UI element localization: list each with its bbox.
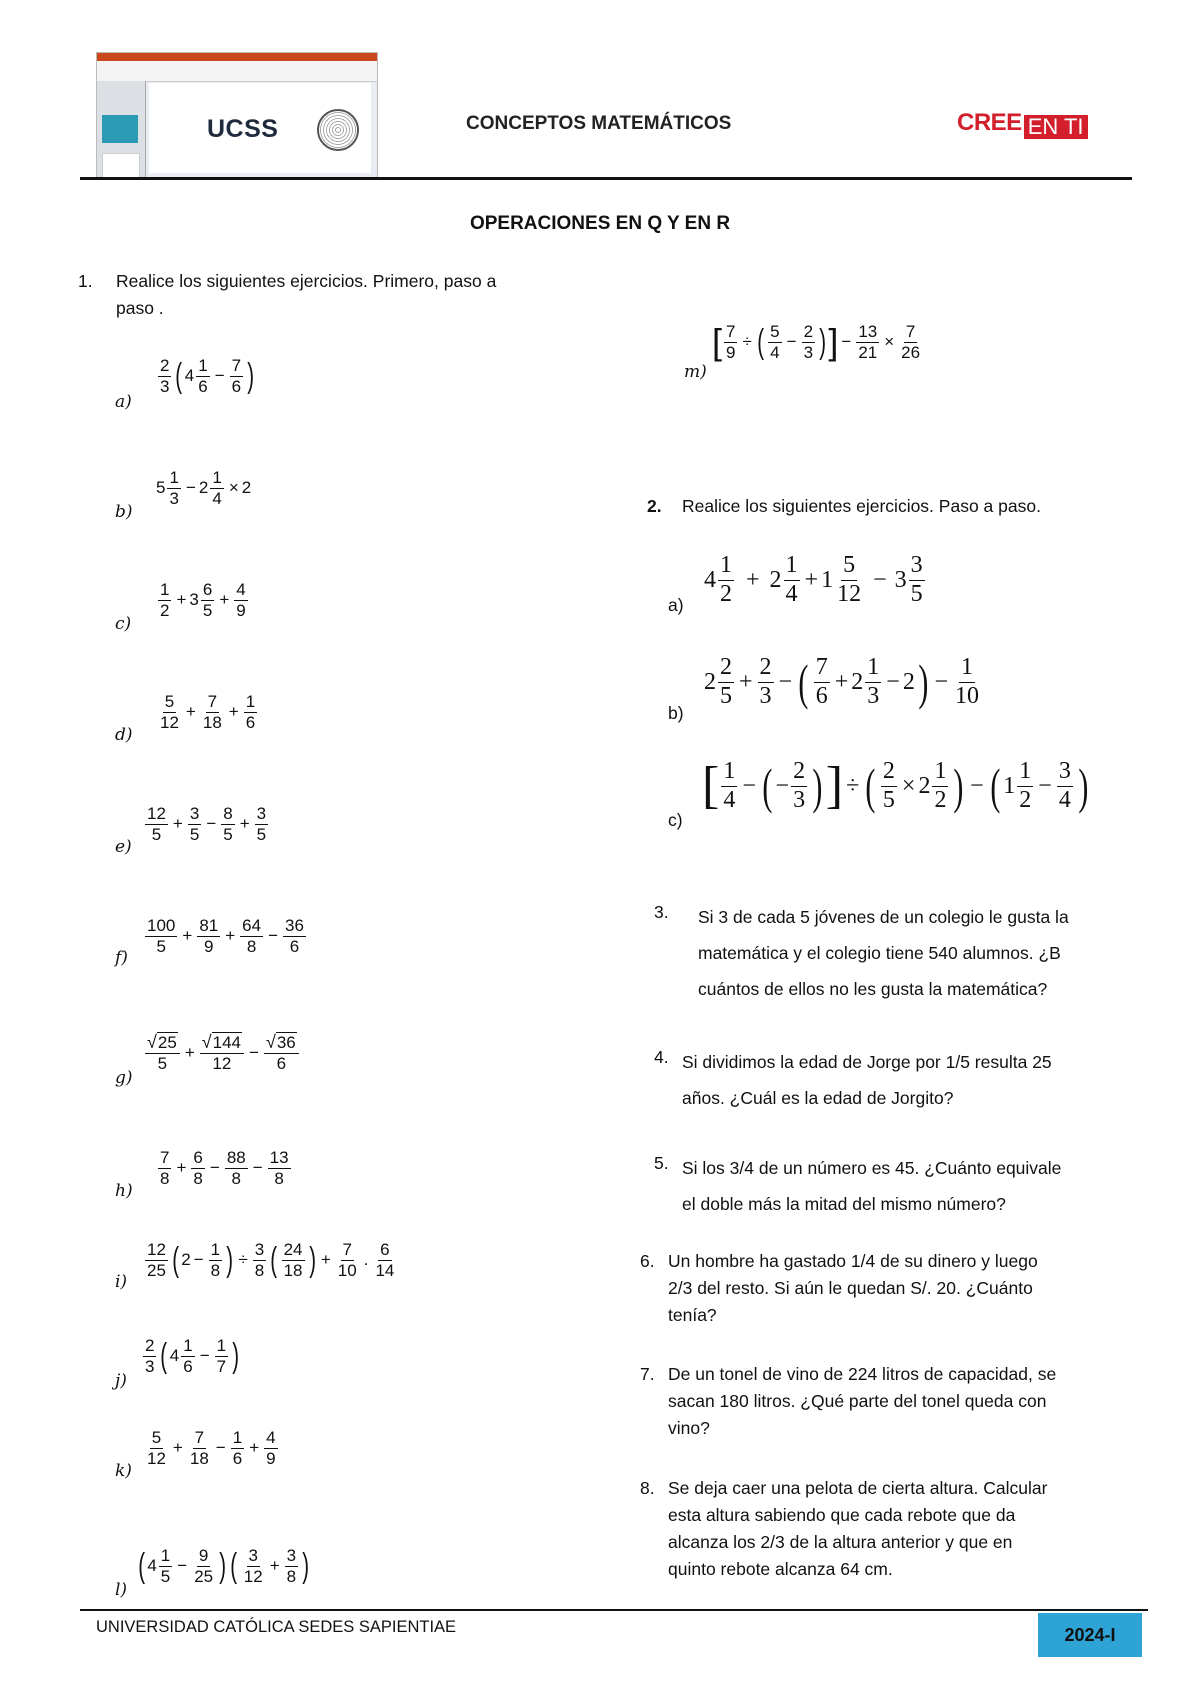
- q5-line1: Si los 3/4 de un número es 45. ¿Cuánto equivale: [682, 1158, 1062, 1178]
- q6-line3: tenía?: [668, 1305, 717, 1325]
- fraction: √ 144 12: [200, 1032, 244, 1073]
- q1-label-b: b): [115, 502, 133, 522]
- exercise-1k: 5 12 + $\frac{7}{18}$ − $\frac{1}{6}$ + $\frac{4}{9}$: [147, 1428, 276, 1468]
- q7-text: [668, 1361, 1056, 1442]
- q1-label-i: i): [115, 1272, 128, 1292]
- fraction: 1 4: [723, 758, 736, 813]
- fraction: $\frac{36}{6}$: [285, 916, 304, 956]
- fraction: 1 2: [934, 758, 947, 813]
- q1-label-e: e): [115, 837, 132, 857]
- fraction: $\frac{6}{8}$: [193, 1148, 203, 1188]
- fraction: $\frac{81}{9}$: [199, 916, 219, 956]
- fraction: $\frac{1}{6}$: [245, 692, 256, 732]
- q1-label-c: c): [115, 614, 132, 634]
- q3-line2: matemática y el colegio tiene 540 alumnos. ¿B: [698, 943, 1061, 963]
- fraction: $\frac{4}{9}$: [236, 580, 246, 620]
- fraction: 1 2: [720, 552, 732, 607]
- exercise-2a: 4 1 2 + 2 1 4 + 1 5 12 − 3 3 5: [704, 552, 923, 607]
- fraction: 1 2: [160, 580, 170, 620]
- fraction: 12 5: [147, 804, 166, 844]
- exercise-1c: 1 2 + 3 6 5 + $\frac{4}{9}$: [160, 580, 246, 620]
- exercise-1d: 5 12 + $\frac{7}{18}$ + $\frac{1}{6}$: [160, 692, 256, 732]
- q1-text-line1: Realice los siguientes ejercicios. Primero, paso a: [116, 271, 497, 291]
- fraction: $\frac{1}{4}$: [212, 468, 222, 508]
- q6-line1: Un hombre ha gastado 1/4 de su dinero y luego: [668, 1251, 1038, 1271]
- fraction: 2 5: [720, 654, 732, 709]
- fraction: $\frac{1}{7}$: [216, 1336, 227, 1376]
- document-title: CONCEPTOS MATEMÁTICOS: [466, 113, 732, 134]
- exercise-1a: 2 3 ( 4 1 6 − $\frac{7}{6}$ ): [160, 356, 255, 396]
- fraction: 1 2: [1019, 758, 1032, 813]
- fraction: $\frac{3}{5}$: [189, 804, 200, 844]
- fraction: 1 3: [867, 654, 880, 709]
- screenshot-slide-panel: [97, 81, 146, 178]
- footer-divider: [80, 1609, 1148, 1611]
- q2-label-c: c): [668, 810, 683, 830]
- q3-text: [698, 899, 1069, 1007]
- footer-university: UNIVERSIDAD CATÓLICA SEDES SAPIENTIAE: [96, 1618, 457, 1636]
- exercise-1f: 100 5 + $\frac{81}{9}$ + $\frac{64}{8}$ − $\frac{36}{6}$: [147, 916, 304, 956]
- q8-line1: Se deja caer una pelota de cierta altura. Calcular: [668, 1478, 1048, 1498]
- q4-text: [682, 1044, 1052, 1116]
- fraction: 6 5: [202, 580, 213, 620]
- en-ti-logo-text: EN TI: [1024, 115, 1088, 139]
- q4-line1: Si dividimos la edad de Jorge por 1/5 resulta 25: [682, 1052, 1052, 1072]
- fraction: 5 12: [160, 692, 179, 732]
- q2-label-b: b): [668, 703, 684, 723]
- fraction: 5 4: [770, 322, 780, 362]
- fraction: 3 5: [910, 552, 923, 607]
- fraction: √ 36 6: [264, 1032, 299, 1073]
- fraction: 12 25: [147, 1240, 166, 1280]
- fraction: $\frac{7}{26}$: [901, 322, 921, 362]
- fraction: 7 6: [815, 654, 828, 709]
- q8-line4: quinto rebote alcanza 64 cm.: [668, 1559, 893, 1579]
- fraction: 1 5: [160, 1546, 171, 1586]
- fraction: 1 6: [183, 1336, 193, 1376]
- university-seal-icon: [317, 109, 359, 151]
- q1-label-j: j): [115, 1371, 127, 1391]
- fraction: $\frac{2}{5}$: [882, 758, 895, 813]
- q7-line2: sacan 180 litros. ¿Qué parte del tonel queda con: [668, 1391, 1047, 1411]
- q6-text: [668, 1248, 1038, 1329]
- q1-label-f: f): [115, 948, 128, 968]
- fraction: $\frac{3}{5}$: [256, 804, 267, 844]
- fraction: $\frac{13}{21}$: [858, 322, 878, 362]
- fraction: $\frac{2}{3}$: [793, 758, 806, 813]
- q1-label-a: a): [115, 392, 132, 412]
- footer-year-badge: 2024-I: [1038, 1613, 1142, 1657]
- fraction: $\frac{4}{9}$: [266, 1428, 276, 1468]
- q1-label-d: d): [115, 725, 133, 745]
- exercise-1h: 7 8 + $\frac{6}{8}$ − $\frac{88}{8}$ − $\frac{13}{8}$: [160, 1148, 289, 1188]
- fraction: $\frac{7}{6}$: [231, 356, 242, 396]
- fraction: $\frac{1}{10}$: [955, 654, 980, 709]
- fraction: 5 12: [837, 552, 862, 607]
- q3-line1: Si 3 de cada 5 jóvenes de un colegio le gusta la: [698, 907, 1069, 927]
- fraction: 2 3: [145, 1336, 155, 1376]
- q5-line2: el doble más la mitad del mismo número?: [682, 1194, 1006, 1214]
- q4-number: 4.: [654, 1047, 669, 1067]
- fraction: $\frac{64}{8}$: [242, 916, 262, 956]
- exercise-1j: 2 3 ( 4 1 6 − $\frac{1}{7}$ ): [145, 1336, 240, 1376]
- q4-line2: años. ¿Cuál es la edad de Jorgito?: [682, 1088, 954, 1108]
- fraction: $\frac{3}{8}$: [286, 1546, 297, 1586]
- exercise-2c: [ 1 4 − ( − $\frac{2}{3}$ ) ] ÷ ( $\frac{2}{5}$ × 2 1 2 ) − ( 1 1 2 − $\frac{3}{4}$ ): [702, 757, 1089, 815]
- fraction: $\frac{9}{25}$: [194, 1546, 214, 1586]
- screenshot-slide: [149, 83, 371, 173]
- cree-en-ti-logo: [957, 109, 1088, 139]
- fraction: 1 4: [785, 552, 798, 607]
- q1-label-g: g): [115, 1068, 133, 1088]
- fraction: 2 3: [160, 356, 170, 396]
- q8-number: 8.: [640, 1478, 655, 1498]
- exercise-1l: ( 4 1 5 − $\frac{9}{25}$ ) ( 3 12 + $\frac{3}{8}$ ): [138, 1546, 310, 1586]
- fraction: $\frac{2}{3}$: [759, 654, 772, 709]
- q3-number: 3.: [654, 902, 669, 922]
- q3-line3: cuántos de ellos no les gusta la matemática?: [698, 979, 1048, 999]
- q2-number: 2.: [647, 496, 662, 516]
- q6-number: 6.: [640, 1251, 655, 1271]
- header-divider: [80, 177, 1132, 180]
- screenshot-thumbnail: [102, 153, 140, 179]
- q2-text: Realice los siguientes ejercicios. Paso a paso.: [682, 496, 1041, 516]
- q7-line1: De un tonel de vino de 224 litros de capacidad, se: [668, 1364, 1057, 1384]
- q1-label-h: h): [115, 1181, 133, 1201]
- fraction: $\frac{7}{9}$: [726, 322, 736, 362]
- exercise-1m: [ $\frac{7}{9}$ ÷ ( 5 4 − $\frac{2}{3}$ ) ] − $\frac{13}{21}$ × $\frac{7}{26}$: [712, 321, 921, 363]
- fraction: 24 18: [283, 1240, 303, 1280]
- fraction: 6 14: [375, 1240, 395, 1280]
- q5-text: [682, 1150, 1061, 1222]
- cree-logo-text: CREE: [957, 109, 1022, 136]
- exercise-1e: 12 5 + $\frac{3}{5}$ − $\frac{8}{5}$ + $\frac{3}{5}$: [147, 804, 267, 844]
- fraction: $\frac{1}{6}$: [232, 1428, 243, 1468]
- exercise-1i: 12 25 ( 2 − $\frac{1}{8}$ ) ÷ $\frac{3}{8}$ ( 24 18 ) + $\frac{7}{10}$ . 6 14: [147, 1240, 395, 1280]
- fraction: 5 12: [147, 1428, 166, 1468]
- fraction: $\frac{7}{10}$: [337, 1240, 357, 1280]
- fraction: $\frac{7}{18}$: [189, 1428, 209, 1468]
- fraction: $\frac{3}{8}$: [254, 1240, 265, 1280]
- q1-number: 1.: [78, 271, 93, 291]
- fraction: $\frac{7}{18}$: [202, 692, 222, 732]
- exercise-1g: √ 25 5 + √ 144 12 − √ 36 6: [143, 1032, 301, 1073]
- q7-number: 7.: [640, 1364, 655, 1384]
- q1-label-k: k): [115, 1461, 132, 1481]
- fraction: $\frac{88}{8}$: [226, 1148, 246, 1188]
- q1-text-line2: paso .: [116, 298, 164, 318]
- q5-number: 5.: [654, 1153, 669, 1173]
- q1-label-m: m): [684, 362, 707, 382]
- q8-text: [668, 1475, 1047, 1583]
- q7-line3: vino?: [668, 1418, 710, 1438]
- q8-line2: esta altura sabiendo que cada rebote que da: [668, 1505, 1016, 1525]
- fraction: $\frac{1}{8}$: [210, 1240, 221, 1280]
- screenshot-thumbnail: [102, 115, 138, 143]
- fraction: $\frac{13}{8}$: [269, 1148, 289, 1188]
- fraction: $\frac{3}{4}$: [1058, 758, 1071, 813]
- exercise-2b: 2 2 5 + $\frac{2}{3}$ − ( 7 6 + 2 1 3 − 2 ) − $\frac{1}{10}$: [704, 654, 980, 711]
- fraction: 1 6: [198, 356, 208, 396]
- fraction: $\frac{2}{3}$: [803, 322, 814, 362]
- fraction: 3 12: [243, 1546, 263, 1586]
- q8-line3: alcanza los 2/3 de la altura anterior y que en: [668, 1532, 1013, 1552]
- fraction: $\frac{8}{5}$: [223, 804, 233, 844]
- section-title: OPERACIONES EN Q Y EN R: [469, 213, 731, 234]
- fraction: 100 5: [147, 916, 176, 956]
- screenshot-ribbon: [97, 61, 377, 82]
- fraction: 7 8: [160, 1148, 170, 1188]
- q1-label-l: l): [115, 1580, 128, 1600]
- fraction: √ 25 5: [145, 1032, 180, 1073]
- header-logo-screenshot: [96, 52, 378, 179]
- screenshot-titlebar: [97, 53, 377, 61]
- exercise-1b: 5 1 3 − 2 $\frac{1}{4}$ × 2: [156, 468, 252, 508]
- q2-label-a: a): [668, 595, 684, 615]
- fraction: 1 3: [169, 468, 179, 508]
- ucss-logo: UCSS: [207, 115, 279, 143]
- q6-line2: 2/3 del resto. Si aún le quedan S/. 20. ¿Cuánto: [668, 1278, 1033, 1298]
